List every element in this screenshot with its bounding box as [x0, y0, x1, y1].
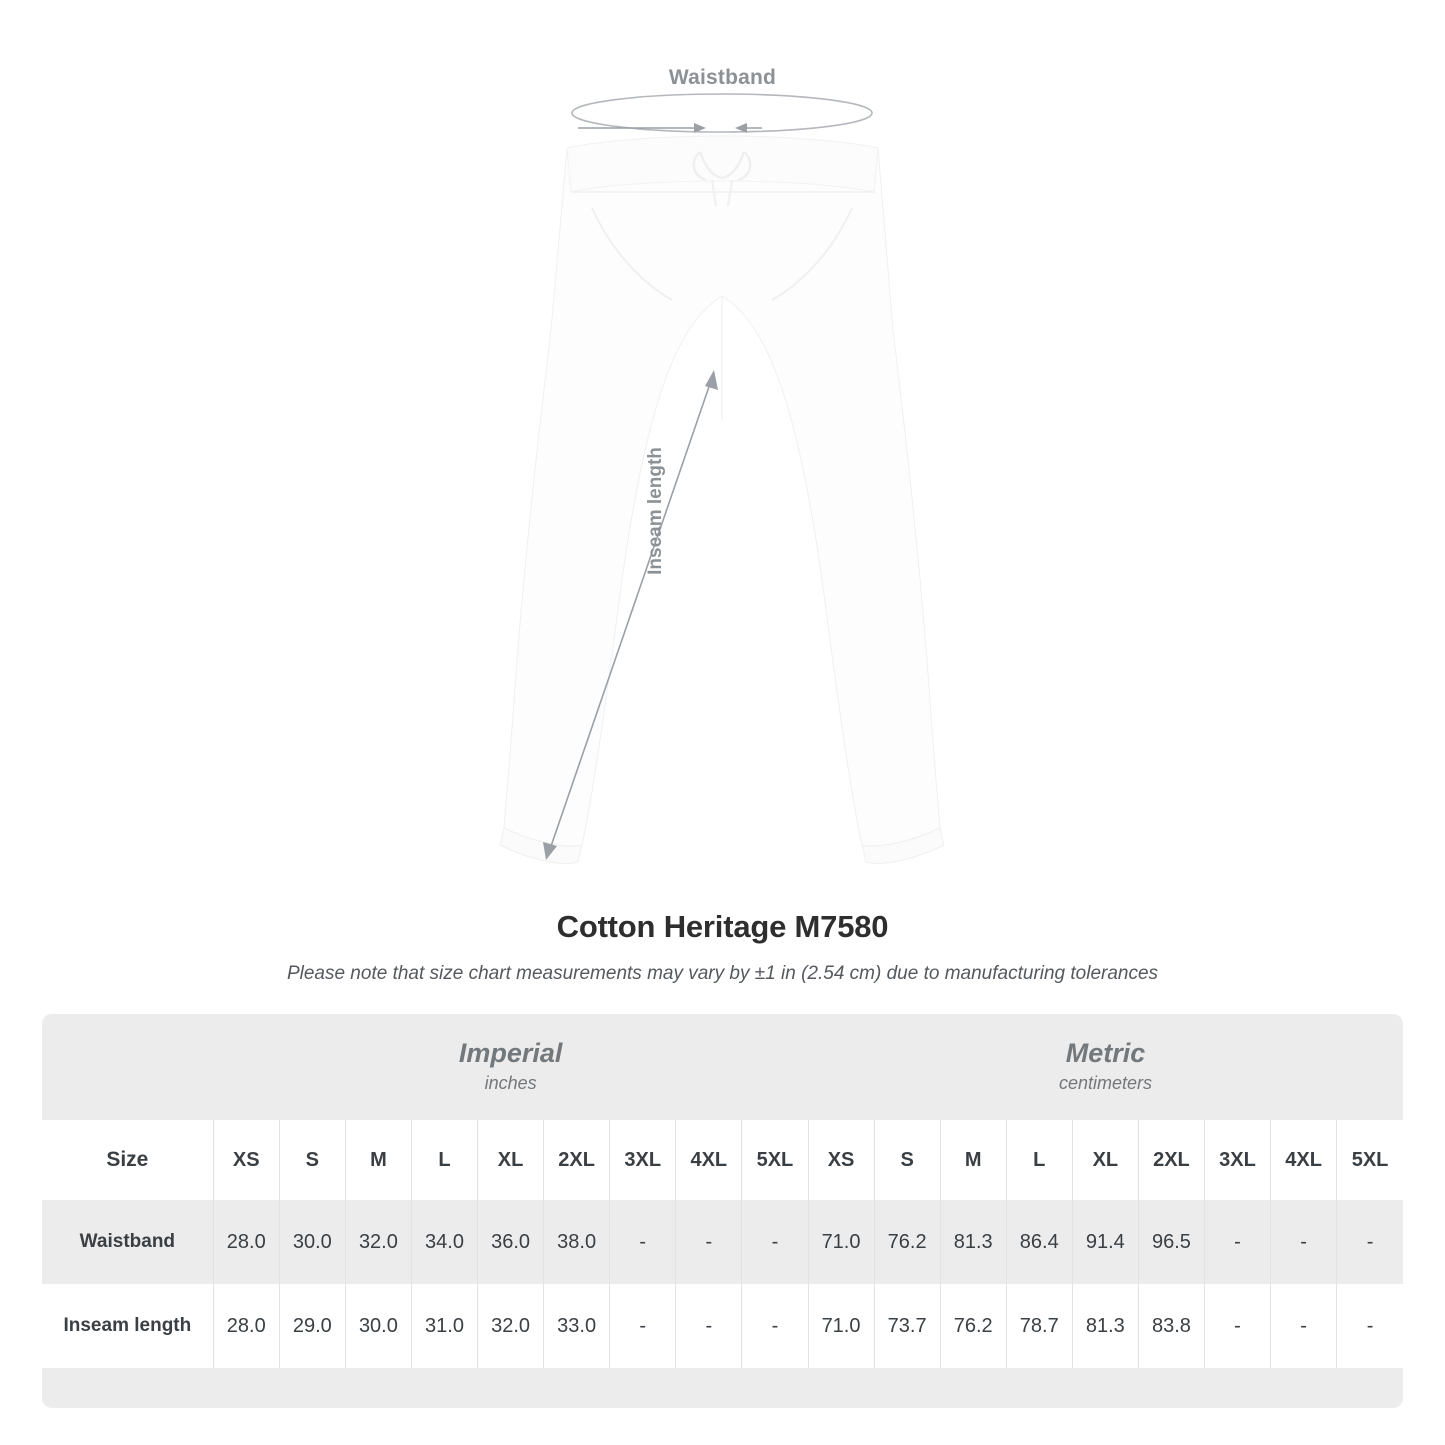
table-row [42, 1284, 1403, 1368]
table-row [42, 1200, 1403, 1284]
waistband-imperial-m: 32.0 [345, 1200, 411, 1284]
size-header-metric-s: S [874, 1120, 940, 1200]
unit-group-metric-sub: centimeters [1058, 1073, 1153, 1094]
waistband-metric-xs: 71.0 [808, 1200, 874, 1284]
inseam-metric-m: 76.2 [940, 1284, 1006, 1368]
inseam-imperial-l: 31.0 [411, 1284, 477, 1368]
unit-group-imperial-sub: inches [484, 1073, 537, 1094]
unit-group-imperial-name: Imperial [458, 1037, 563, 1068]
unit-group-imperial [213, 1014, 808, 1120]
inseam-metric-s: 73.7 [874, 1284, 940, 1368]
size-header-metric-5xl: 5XL [1337, 1120, 1403, 1200]
size-header-metric-l: L [1006, 1120, 1072, 1200]
waistband-metric-l: 86.4 [1006, 1200, 1072, 1284]
unit-group-metric-name: Metric [1065, 1037, 1146, 1068]
waistband-metric-xl: 91.4 [1072, 1200, 1138, 1284]
size-header-metric-m: M [940, 1120, 1006, 1200]
size-header-metric-xs: XS [808, 1120, 874, 1200]
size-header-imperial-4xl: 4XL [676, 1120, 742, 1200]
waistband-metric-3xl: - [1204, 1200, 1270, 1284]
size-header-imperial-3xl: 3XL [610, 1120, 676, 1200]
unit-header-row [42, 1014, 1403, 1120]
size-chart-table [42, 1014, 1403, 1408]
table-footer-row [42, 1368, 1403, 1408]
size-header-label: Size [42, 1120, 213, 1200]
inseam-metric-2xl: 83.8 [1138, 1284, 1204, 1368]
waistband-imperial-3xl: - [610, 1200, 676, 1284]
inseam-imperial-xl: 32.0 [478, 1284, 544, 1368]
inseam-metric-4xl: - [1271, 1284, 1337, 1368]
joggers-shape [500, 136, 944, 863]
waistband-imperial-s: 30.0 [279, 1200, 345, 1284]
size-chart-table-wrapper [42, 1014, 1403, 1408]
table-footer-mid [213, 1368, 1336, 1408]
waistband-imperial-l: 34.0 [411, 1200, 477, 1284]
waistband-imperial-xl: 36.0 [478, 1200, 544, 1284]
size-header-metric-xl: XL [1072, 1120, 1138, 1200]
size-header-metric-3xl: 3XL [1204, 1120, 1270, 1200]
inseam-callout-label: Inseam length [645, 447, 666, 575]
inseam-metric-xl: 81.3 [1072, 1284, 1138, 1368]
inseam-imperial-xs: 28.0 [213, 1284, 279, 1368]
waistband-imperial-4xl: - [676, 1200, 742, 1284]
waistband-metric-5xl: - [1337, 1200, 1403, 1284]
inseam-imperial-2xl: 33.0 [544, 1284, 610, 1368]
size-header-imperial-2xl: 2XL [544, 1120, 610, 1200]
row-label-inseam-length: Inseam length [42, 1284, 213, 1368]
tolerance-disclaimer: Please note that size chart measurements may vary by ±1 in (2.54 cm) due to manufacturing tolerances [286, 963, 1159, 984]
size-header-metric-2xl: 2XL [1138, 1120, 1204, 1200]
table-footer-left [42, 1368, 213, 1408]
waistband-imperial-xs: 28.0 [213, 1200, 279, 1284]
size-header-imperial-xs: XS [213, 1120, 279, 1200]
unit-header-spacer [42, 1014, 213, 1120]
inseam-metric-xs: 71.0 [808, 1284, 874, 1368]
waistband-metric-s: 76.2 [874, 1200, 940, 1284]
inseam-metric-3xl: - [1204, 1284, 1270, 1368]
waistband-imperial-2xl: 38.0 [544, 1200, 610, 1284]
inseam-imperial-s: 29.0 [279, 1284, 345, 1368]
waistband-ellipse [572, 94, 872, 132]
inseam-imperial-3xl: - [610, 1284, 676, 1368]
inseam-imperial-m: 30.0 [345, 1284, 411, 1368]
waistband-callout-label: Waistband [668, 66, 777, 89]
size-header-imperial-xl: XL [478, 1120, 544, 1200]
row-label-waistband: Waistband [42, 1200, 213, 1284]
waistband-metric-2xl: 96.5 [1138, 1200, 1204, 1284]
waistband-imperial-5xl: - [742, 1200, 808, 1284]
size-header-imperial-m: M [345, 1120, 411, 1200]
table-footer-right [1337, 1368, 1403, 1408]
size-header-imperial-s: S [279, 1120, 345, 1200]
inseam-imperial-4xl: - [676, 1284, 742, 1368]
size-header-imperial-5xl: 5XL [742, 1120, 808, 1200]
size-header-row [42, 1120, 1403, 1200]
unit-group-metric [808, 1014, 1403, 1120]
page-title: Cotton Heritage M7580 [556, 909, 889, 944]
title-block [0, 909, 1445, 985]
inseam-imperial-5xl: - [742, 1284, 808, 1368]
waistband-metric-m: 81.3 [940, 1200, 1006, 1284]
waistband-metric-4xl: - [1271, 1200, 1337, 1284]
size-header-imperial-l: L [411, 1120, 477, 1200]
inseam-metric-l: 78.7 [1006, 1284, 1072, 1368]
inseam-metric-5xl: - [1337, 1284, 1403, 1368]
size-header-metric-4xl: 4XL [1271, 1120, 1337, 1200]
